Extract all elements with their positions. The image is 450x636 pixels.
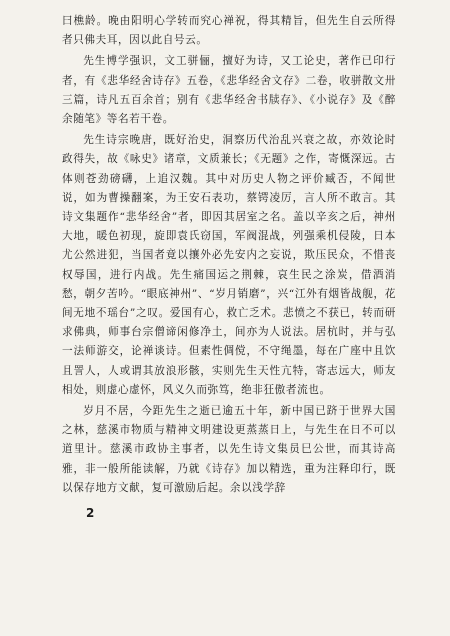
- page-number: 2: [86, 506, 95, 520]
- paragraph-poetry: 先生诗宗晚唐，既好治史，洞察历代治乱兴衰之故，亦效论时政得失，故《咏史》诸章，文质兼长；《无题》之作，寄慨深远。古体则苍劲磅礴，上追汉魏。其中对历史人物之评价臧否，不闻世说，如为曹操翻案，为王安石表功，蔡锷凌厉，言人所不敢言。其诗文集题作“悲华经舍”者，即因其居室之名。盖以辛亥之后，神州大地，暖色初现，旋即袁氏窃国，军阀混战，列强乘机侵陵，日本尤公然进犯，当国者竟以攘外必先安内之妄说，欺压民众，不惜丧权辱国，进行内战。先生痛国运之荆棘，哀生民之涂炭，借酒消愁，朝夕苦吟。“眼底神州”、“岁月销磨”，兴“江外有烟皆战舰，花间无地不瑶台”之叹。爱国有心，救亡乏术。悲愤之不获已，转而研求佛典，师事台宗僧谛闲修净土，间亦为人说法。居杭时，并与弘一法师游交，论禅谈诗。但素性倜傥，不守绳墨，每在广座中且饮且詈人，人或谓其放浪形骸，实则先生天性亢特，寄志远大，师友相处，则虚心虚怀，风义久而弥笃，绝非狂傲者流也。: [62, 134, 396, 396]
- body-text: [62, 12, 396, 500]
- paragraph-continued: 曰樵龄。晚由阳明心学转而究心禅祝，得其精旨，但先生自云所得者只佛夫耳，因以此自号云。: [62, 15, 396, 47]
- paragraph-present: 岁月不居，今距先生之逝已逾五十年，新中国已跻于世界大国之林，慈溪市物质与精神文明建设更蒸蒸日上，与先生在日不可以道里计。慈溪市政协主事者，以先生诗文集员巳公世，而其诗高雅，非一般所能读解，乃就《诗存》加以精选，重为注释印行，既以保存地方文献，复可激励后起。余以浅学辞: [62, 405, 396, 494]
- paragraph-works: 先生博学强识，文工骈俪，擅好为诗，又工论史，著作已印行者，有《悲华经舍诗存》五卷，《悲华经舍文存》二卷，收骈散文卅三篇，诗凡五百余首；别有《悲华经舍书牍存》、《小说存》及《醉余随笔》等名若干卷。: [62, 55, 396, 126]
